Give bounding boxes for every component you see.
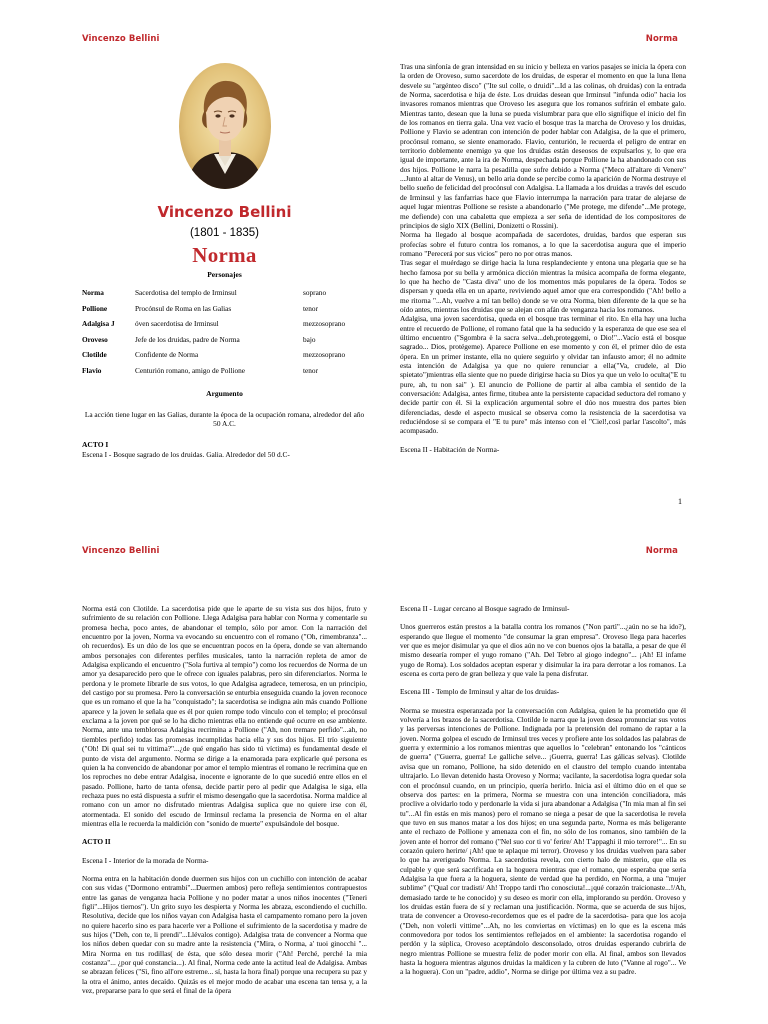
synopsis-paragraphs-a bbox=[400, 622, 686, 678]
paragraph: Norma entra en la habitación donde duermen sus hijos con un cuchillo con intención de acabar con sus vidas ("Dormono entrambi"...Duermen ambos) pero refleja sentimientos contrapuestos entre las ganas de venganza hacia Pollione y no poder matar a unos niños inocentes ("Teneri figli"...Hijos tiernos"). Un grito suyo les despierta y Norma les abraza, escondiendo el cuchillo. Resolutiva, decide que los niños vayan con Adalgisa hasta el campamento romano pero la joven no quiere hacerlo sino es para hacerle ver a Pollione el sufrimiento de la sacerdotisa y madre de sus hijos ("Deh, con te, li prendi"...Llévalos contigo). Adalgisa trata de convencer a Norma que los niños deben quedar con su madre ante la resistencia ("Mira, o Norma, a' tuoi ginocchi "... Mira Norma en tus rodillas( de ésta, que sólo desea morir ("Ah! Perché, perché la mia costanza"... ¿por qué constancia...). Al final, Norma cede ante la actitud leal de Adalgisa. Ambas se abrazan felices ("Sì, fino all'ore estreme... sí, hasta la hora final) porque una recupera su paz y la otra el ánimo, antes decaído. Quizás es el mejor modo de acabar una escena tan tensa y, a la vez, prepararse para lo que será el final de la ópera bbox=[82, 873, 367, 996]
character-description: Centurión romano, amigo de Pollione bbox=[135, 365, 246, 375]
document-page-2 bbox=[0, 512, 768, 1024]
paragraph: Norma se muestra esperanzada por la conversación con Adalgisa, quien le ha prometido que él volvería a los brazos de la sacerdotisa. Clotilde le narra que la joven desea pronunciar sus votos y las perversas intenciones de Pollione. Indignada por la pretensión del romano de raptar a la joven. Norma golpea el escudo de Irminsul tres veces y profiere ante los soldados las palabras de guerra y exterminio a los romanos mientras que aquellos lo "celebran" entonando los "cánticos de guerra" ("Guerra, guerra! Le galliche selve... ¡Guerra, guerra! Las gálicas selvas). Clotilde avisa que un romano, Pollione, ha sido detenido en el claustro del templo cuando intentaba ultrajarlo. Lo llevan detenido hasta Oroveso y Norma; vacilante, la sacerdotisa logra quedar sola con el procónsul cuando, en un principio, quería herirlo. Inicia así el último dúo en el que se observa dos partes: en la primera, Norma se muestra con una intención conciliadora, más proclive a olvidarlo todo y perdonarle la vida si jura abandonar a Adalgisa ("In mia man al fin sei tu"...Al fin estás en mis manos) pero el romano se niega a pesar de que la sacerdotisa le revela que tuvo en sus manos matar a los dos hijos; en una segunda parte, Norma es más beligerante ante el rechazo de Pollione y amenaza con el fin, no sólo de los romanos, sino también de la joven ante el horror del romano ("Nel suo cor ti vo' ferire/ Ah! T'appaghi il mio terrore!"... En su corazón quiero herirte/ ¡Ah! que te aplaque mi terror). Oroveso y los druidas vuelven para saber lo que ha averiguado Norma. La sacerdotisa revela, con cierto halo de misterio, que ella es culpable y que será sacrificada en la hoguera mientras que el romano, que esperaba que sería Adalgisa la que fuera a la hoguera, siente de verdad que ha perdido, en Norma, a una "mujer sublime" ("Qual cor tradisti/ Ah! Troppo tardi t'ho conosciuta!...¡qué corazón traicionaste...!/Ah, demasiado tarde te he conocido) y su deseo es morir con ella, implorando su perdón. Oroveso y los druidas están fuera de sí y reclaman una justificación. Norma, que se acuerda de sus hijos, trata de convencer a Oroveso-recordemos que es el padre de la sacerdotisa- para que los acoja ("Deh, non volerli vittime"...Ah, no les conviertas en víctimas) en lo que es la escena más conmovedora por todos los sentimientos reflejados en el ambiente: la sacerdotisa rogando el perdón y la súplica, Oroveso aceptándolo desconsolado, otros druidas esperando cubrirla de negro mientras Pollione se muestra feliz de poder morir con ella. Al final, ambos son llevados hasta la hoguera mientras algunos druidas la maldicen y la cubren de luto ("Vanne al rogo"... Ve a la hoguera). Con un "padre, addio", Norma se dirige por última vez a su padre. bbox=[400, 705, 686, 977]
character-row bbox=[82, 350, 367, 366]
running-header-composer: Vincenzo Bellini bbox=[82, 546, 160, 556]
paragraph: Adalgisa, una joven sacerdotisa, queda en el bosque tras terminar el rito. En ella hay una lucha entre el recuerdo de Pollione, el romano fatal que la ha seducido y la esperanza de que ese sea el último encuentro ("Sgombra è la sacra selva...deh,proteggemi, o Dio!"...Vacío está el bosque sagrado... Dios, protégeme). Aparece Pollione en ese momento y con él, el primer dúo de esta ópera. En un primer instante, ella no quiere seguirlo y olvidar tan infausto amor; él no admite esta intención de Adalgisa ya que no quiere renunciar a ella("Va, crudele, al Dio spietato")mientras ella siente que no puede dirigirse hacia su Dios ya que un velo lo oculta("E tu pure, ah, tu non sai" ). El anuncio de Pollione de partir al alba cambia el sentido de la conversación: Adalgisa, antes firme, titubea ante la persistente capacidad seductora del romano y decide partir con él. Si la explicación argumental sobre el dúo nos muestra dos partes bien diferenciadas, desde el aspecto musical se observa como la resistencia de la sacerdotisa va reduciéndose si se compara el "E tu pure" más intenso con el "Ciel!,così parlar l'ascolto", más acompasado. bbox=[400, 314, 686, 436]
paragraph: Unos guerreros están prestos a la batalla contra los romanos ("Non partì"...¿aún no se ha ido?), esperando que llegue el momento "de consumar la gran empresa". Oroveso llega para hacerles ver que es mejor disimular ya que el dios aún no ve con buenos ojos la batalla, a pesar de que él mismo desearía romper el yugo romano ("Ah. Del Tebro al giogo indegno"... ¡Ah! El infame yugo de Roma). Los soldados aceptan esperar y disimular la ira para derrotar a los romanos. La escena es corta pero de gran belleza y que vale la pena disfrutar. bbox=[400, 622, 686, 679]
personajes-heading: Personajes bbox=[207, 270, 242, 280]
act-1-heading: ACTO I bbox=[82, 440, 109, 450]
act-2-scene-2-heading: Escena II - Lugar cercano al Bosque sagrado de Irminsul- bbox=[400, 604, 570, 613]
character-description: Procónsul de Roma en las Galias bbox=[135, 303, 232, 313]
character-voice: mezzosoprano bbox=[303, 350, 346, 360]
paragraph: Norma ha llegado al bosque acompañada de sacerdotes, druidas, bardos que esperan sus profecías sobre el futuro contra los romanos, a lo que la sacerdotisa augura que el imperio romano "Perecerá por sus vicios" pero no por otras manos. bbox=[400, 230, 686, 258]
character-description: Sacerdotisa del templo de Irminsul bbox=[135, 288, 237, 298]
composer-dates: (1801 - 1835) bbox=[189, 227, 260, 240]
synopsis-paragraphs bbox=[82, 604, 367, 828]
character-row bbox=[82, 304, 367, 320]
character-row bbox=[82, 319, 367, 335]
character-name: Flavio bbox=[82, 365, 102, 375]
argumento-heading: Argumento bbox=[206, 389, 243, 399]
character-name: Pollione bbox=[82, 303, 108, 313]
character-voice: bajo bbox=[303, 334, 316, 344]
left-column bbox=[82, 604, 367, 995]
character-row bbox=[82, 335, 367, 351]
running-header-opera: Norma bbox=[645, 34, 678, 44]
act-2-scene-3-heading: Escena III - Templo de Irminsul y altar de los druidas- bbox=[400, 687, 560, 697]
act-2-scene-1-heading: Escena I - Interior de la morada de Norma- bbox=[82, 855, 209, 865]
composer-portrait-oval bbox=[178, 62, 272, 190]
character-name: Adalgisa J bbox=[82, 319, 115, 329]
paragraph: Norma está con Clotilde. La sacerdotisa pide que le aparte de su vista sus dos hijos, fruto y sufrimiento de su relación con Pollione. Llega Adalgisa para hablar con Norma y comentarle su promesa hecha, poco antes, de abandonar el templo, sólo por amor. Con la narración del encuentro por la joven, Norma va evocando su encuentro con el romano ("Oh, rimembranza"... oh recuerdos). Es un dúo de los que se encuentran pocos en la ópera, donde se van alternando ambos personajes con diferentes perfiles musicales, tanto la narración repleta de amor de Adalgisa explicando el encuentro ("Sola furtiva al tempio") como los recuerdos de Norma de un amor ya desaparecido pero que le ofrece con iguales palabras, pero sin diferenciarlos. Norma le perdona y le promete librarle de sus votos, lo que Adalgisa agradece, temerosa, en un principio, del castigo por su promesa. Pero la conversación se enturbia enseguida cuando la joven reconoce que es un romano el que la ha "conquistado"; la sacerdotisa se indigna aún más cuando Pollione aparece y la joven le señala que es él por quien rompe todo vínculo con el templo; el procónsul exclama a la joven por qué se lo ha dicho mientras ella no entiende qué ocurre en ese ambiente. Norma, ante una temblorosa Adalgisa recrimina a Pollione ("Ah, non tremare perfido"...ah, no tiembles perfido) todas las promesas incumplidas hacia ella y sus dos hijos. El trío siguiente ("Oh! Di qual sei tu vittima?"...¿de qué engaño has sido tú víctima) es fundamental desde el punto de vista del argumento. Norma se dirige a la enamorada para explicarle qué persona es quien la ha convencido de abandonar por amor el templo mientras el romano le recrimina que en los reproches no debe entrar Adalgisa, inocente e ignorante de lo que sucedió entre ellos en el pasado. Pollione, harto de tanta ofensa, decide partir pero al pedir que Adalgisa le siga, ella rechaza pues no está dispuesta a sufrir el mismo desengaño que la sacerdotisa. Norma maldice al romano con un amor no disfrutado mientras Adalgisa suplica que no quiere irse con él, atormentada. El sonido del escudo de Irminsul reclama la presencia de Norma en el altar mientras ella le recuerda la maldición con "sonido de muerte" expulsándole del bosque. bbox=[82, 604, 367, 828]
synopsis-paragraphs-b bbox=[400, 706, 686, 977]
act-2-heading: ACTO II bbox=[82, 837, 111, 847]
character-row bbox=[82, 366, 367, 382]
character-voice: tenor bbox=[303, 365, 318, 375]
portrait-frame bbox=[82, 62, 367, 190]
character-row bbox=[82, 288, 367, 304]
character-name: Norma bbox=[82, 288, 104, 298]
left-column bbox=[82, 62, 367, 459]
scene-2-heading: Escena II - Habitación de Norma- bbox=[400, 444, 500, 454]
composer-name-title: Vincenzo Bellini bbox=[157, 203, 292, 221]
character-voice: soprano bbox=[303, 288, 327, 298]
running-header-opera: Norma bbox=[645, 546, 678, 556]
character-voice: mezzosoprano bbox=[303, 319, 346, 329]
opera-title: Norma bbox=[192, 242, 257, 267]
character-description: óven sacerdotisa de Irminsul bbox=[135, 319, 219, 329]
argumento-text: La acción tiene lugar en las Galias, durante la época de la ocupación romana, alrededor del año 50 A.C. bbox=[84, 409, 365, 429]
character-name: Clotilde bbox=[82, 350, 107, 360]
paragraph: Tras una sinfonía de gran intensidad en su inicio y belleza en varios pasajes se inicia la ópera con la orden de Oroveso, sumo sacerdote de los druidas, de esperar el momento en que la luna llena desvele su "argénteo disco" ("Ite sul colle, o druidi"...Id a las colinas, oh druidas) con la entrada de Norma, sacerdotisa e hija de éste. Los druidas desean que Irminsul "infunda odio" hacia los invasores romanos mientras que Oroveso les asegura que los romanos sufrirán el embate galo. Mientras tanto, desean que la luna se pueda vislumbrar para que ello signifique el inicio del fin de los romanos en tierra gala. Una vez vacío el bosque tras la marcha de Oroveso y los druidas, Pollione y Flavio se adentran con intención de poder hablar con Adalgisa, de la que el primero, procónsul romano, se siente enamorado. Flavio, centurión, le recuerda el peligro de entrar en territorio doblemente enemigo ya que los druidas están deseosos de expulsarlos y, lo que era igual de importante, ante la ira de Norma, despechada porque Pollione la ha abandonado con sus dos hijos. Pollione le narra la pesadilla que sufre debido a Norma ("Meco all'altare di Venere" ...Junto al altar de Venus), un bello aria donde se percibe como la aparición de Norma destruye el bello sueño de felicidad del procónsul con Adalgisa. La llamada a los druidas a través del escudo de Irminsul y las fanfarrias hace que Flavio interrumpa la narración para tratar de alejarse de aquel lugar mientras Pollione se resiste a abandonarlo ("Me protege, me difende"...Me protege, me defiende) con una cabaletta que empieza a ser seña de identidad de los compositores de principios de siglo XIX (Bellini, Donizetti o Rossini). bbox=[400, 62, 686, 230]
paragraph: Tras segar el muérdago se dirige hacia la luna resplandeciente y entona una plegaria que se ha hecho famosa por su bella y armónica dicción mientras la música acompaña de forma elegante, lo que ha hecho de "Casta diva" uno de los momentos más populares de la ópera. Todos se dispersan y queda ella en un aparte, reviviendo aquel amor que era correspondido ("Ah! bello a me ritorna "...Ah, vuelve a mí tan bello) donde se ve otra Norma, bien diferente de la que se ha oído antes, mientras los druidas que se alejan con afán de venganza hacia los romanos. bbox=[400, 258, 686, 314]
character-description: Jefe de los druidas, padre de Norma bbox=[135, 334, 240, 344]
synopsis-paragraphs bbox=[400, 62, 686, 436]
scene-1-heading: Escena I - Bosque sagrado de los druidas. Galia. Alrededor del 50 d.C- bbox=[82, 449, 290, 459]
running-header-composer: Vincenzo Bellini bbox=[82, 34, 160, 44]
synopsis-paragraphs-2 bbox=[82, 874, 367, 995]
page-number: 1 bbox=[678, 497, 682, 506]
character-name: Oroveso bbox=[82, 334, 108, 344]
character-voice: tenor bbox=[303, 303, 318, 313]
right-column bbox=[400, 62, 686, 454]
character-description: Confidente de Norma bbox=[135, 350, 199, 360]
right-column bbox=[400, 604, 686, 977]
characters-table bbox=[82, 288, 367, 381]
